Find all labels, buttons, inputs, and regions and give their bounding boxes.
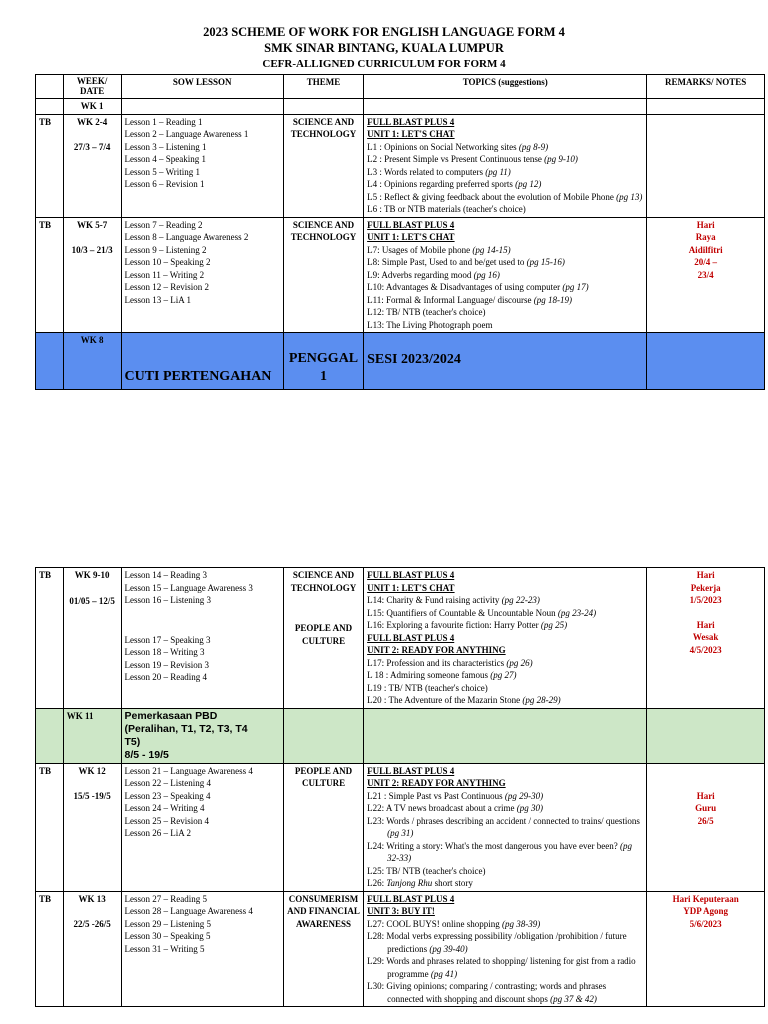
lesson-item: Lesson 15 – Language Awareness 3 [124, 582, 253, 593]
lessons-cell [121, 891, 283, 1007]
week-label: WK 13 [78, 893, 106, 904]
lesson-item: Lesson 22 – Listening 4 [124, 778, 211, 788]
unit-title: UNIT 1: LET'S CHAT [367, 582, 455, 593]
topics-cell [364, 568, 647, 709]
topic-item: L27: COOL BUYS! online shopping (pg 38-39) [367, 918, 541, 929]
remarks-cell [647, 114, 765, 217]
sesi-label: SESI 2023/2024 [364, 333, 647, 390]
lesson-item: Lesson 7 – Reading 2 [124, 219, 203, 230]
document-title: 2023 SCHEME OF WORK FOR ENGLISH LANGUAGE FORM 4 [203, 25, 565, 39]
tb-tag: TB [36, 114, 64, 217]
topic-item: L10: Advantages & Disadvantages of using computer (pg 17) [367, 282, 589, 292]
col-theme: THEME [283, 75, 363, 99]
theme-cell: CONSUMERISM AND FINANCIAL AWARENESS [283, 891, 363, 1007]
topic-item: L11: Formal & Informal Language/ discourse (pg 18-19) [367, 294, 572, 305]
book-title: FULL BLAST PLUS 4 [367, 219, 455, 230]
topic-item: L26: Tanjong Rhu short story [367, 878, 473, 888]
tb-tag: TB [36, 891, 64, 1007]
school-name: SMK SINAR BINTANG, KUALA LUMPUR [264, 41, 504, 55]
topic-item: L14: Charity & Fund raising activity (pg 22-23) [367, 595, 540, 605]
lesson-item: Lesson 9 – Listening 2 [124, 244, 207, 255]
week-label: WK 5-7 [77, 219, 108, 230]
week-cell [63, 217, 121, 333]
col-sow: SOW LESSON [121, 75, 283, 99]
topic-item: L9: Adverbs regarding mood (pg 16) [367, 269, 500, 280]
topic-item: L19 : TB/ NTB (teacher's choice) [367, 682, 488, 693]
lessons-cell [121, 217, 283, 333]
unit-title: UNIT 1: LET'S CHAT [367, 129, 455, 139]
tb-tag: TB [36, 763, 64, 891]
unit-title: UNIT 2: READY FOR ANYTHING [367, 778, 506, 788]
lesson-item: Lesson 20 – Reading 4 [124, 672, 207, 682]
lesson-item: Lesson 24 – Writing 4 [124, 803, 205, 813]
topics-cell [364, 891, 647, 1007]
row-wk13 [36, 891, 765, 1007]
document-header [0, 24, 768, 72]
week-cell [63, 114, 121, 217]
topic-item: L12: TB/ NTB (teacher's choice) [367, 307, 486, 317]
col-week: WEEK/ DATE [63, 75, 121, 99]
book-title: FULL BLAST PLUS 4 [367, 632, 455, 643]
lesson-item: Lesson 17 – Speaking 3 [124, 634, 211, 645]
topics-cell [364, 217, 647, 333]
week-label: WK 9-10 [74, 570, 110, 580]
topic-item: L15: Quantifiers of Countable & Uncountable Noun (pg 23-24) [367, 607, 597, 618]
lesson-item: Lesson 10 – Speaking 2 [124, 257, 211, 267]
lesson-item: Lesson 14 – Reading 3 [124, 570, 207, 580]
lesson-item: Lesson 16 – Listening 3 [124, 595, 211, 605]
row-wk5-7 [36, 217, 765, 333]
tb-tag: TB [36, 217, 64, 333]
topic-item: L13: The Living Photograph poem [367, 319, 493, 330]
col-remarks: REMARKS/ NOTES [647, 75, 765, 99]
week-date: 10/3 – 21/3 [71, 245, 113, 255]
lesson-item: Lesson 11 – Writing 2 [124, 269, 205, 280]
week-label: WK 2-4 [77, 116, 108, 127]
topic-item: L16: Exploring a favourite fiction: Harry Potter (pg 25) [367, 620, 568, 630]
topic-item: L25: TB/ NTB (teacher's choice) [367, 865, 486, 876]
topics-cell [364, 114, 647, 217]
row-wk8-holiday [36, 333, 765, 390]
week-label: WK 11 [63, 708, 121, 763]
lesson-item: Lesson 27 – Reading 5 [124, 893, 207, 904]
remarks-cell: Hari Keputeraan YDP Agong 5/6/2023 [647, 891, 765, 1007]
book-title: FULL BLAST PLUS 4 [367, 765, 455, 776]
topic-item: L22: A TV news broadcast about a crime (pg 30) [367, 803, 544, 813]
lesson-item: Lesson 19 – Revision 3 [124, 659, 209, 670]
remarks-cell: Hari Guru 26/5 [647, 763, 765, 891]
col-topics: TOPICS (suggestions) [364, 75, 647, 99]
week-date: 22/5 -26/5 [73, 919, 111, 929]
lesson-item: Lesson 3 – Listening 1 [124, 141, 207, 152]
cuti-label: CUTI PERTENGAHAN [121, 333, 283, 390]
remarks-cell: Hari Pekerja 1/5/2023 Hari Wesak 4/5/2023 [647, 568, 765, 709]
lesson-item: Lesson 2 – Language Awareness 1 [124, 129, 249, 139]
topic-item: L5 : Reflect & giving feedback about the evolution of Mobile Phone (pg 13) [367, 191, 643, 202]
lesson-item: Lesson 26 – LiA 2 [124, 828, 191, 838]
lesson-item: Lesson 30 – Speaking 5 [124, 931, 211, 941]
book-title: FULL BLAST PLUS 4 [367, 116, 455, 127]
remarks-cell: Hari Raya Aidilfitri 20/4 – 23/4 [647, 217, 765, 333]
lesson-item: Lesson 8 – Language Awareness 2 [124, 232, 249, 242]
topic-item: L28: Modal verbs expressing possibility /obligation /prohibition / future predictions (pg 39-40) [367, 931, 627, 954]
lesson-item: Lesson 4 – Speaking 1 [124, 154, 206, 164]
topic-item: L24: Writing a story: What's the most dangerous you have ever been? (pg 32-33) [367, 840, 632, 863]
theme-cell: SCIENCE AND TECHNOLOGY [283, 114, 363, 217]
lesson-item: Lesson 23 – Speaking 4 [124, 790, 211, 801]
week-label: WK 12 [78, 765, 106, 776]
lessons-cell [121, 568, 283, 709]
theme-a: SCIENCE AND TECHNOLOGY [290, 570, 357, 593]
topic-item: L 18 : Admiring someone famous (pg 27) [367, 670, 517, 680]
wk1-label: WK 1 [63, 99, 121, 115]
lesson-item: Lesson 12 – Revision 2 [124, 282, 209, 292]
lesson-item: Lesson 21 – Language Awareness 4 [124, 765, 253, 776]
wk1-row [36, 99, 765, 115]
lesson-item: Lesson 13 – LiA 1 [124, 294, 191, 305]
lesson-item: Lesson 6 – Revision 1 [124, 179, 205, 189]
lesson-item: Lesson 18 – Writing 3 [124, 647, 205, 657]
topic-item: L20 : The Adventure of the Mazarin Stone (pg 28-29) [367, 695, 561, 705]
topic-item: L1 : Opinions on Social Networking sites (pg 8-9) [367, 141, 549, 152]
pbd-cell: Pemerkasaan PBD (Peralihan, T1, T2, T3, T4 T5) 8/5 - 19/5 [121, 708, 283, 763]
week-date: 27/3 – 7/4 [73, 142, 111, 152]
topic-item: L8: Simple Past, Used to and be/get used to (pg 15-16) [367, 257, 565, 267]
lessons-cell [121, 114, 283, 217]
topic-item: L3 : Words related to computers (pg 11) [367, 166, 511, 177]
unit-title: UNIT 1: LET'S CHAT [367, 232, 455, 242]
week-label: WK 8 [63, 333, 121, 390]
week-cell [63, 891, 121, 1007]
topic-item: L6 : TB or NTB materials (teacher's choice) [367, 204, 526, 214]
theme-b: PEOPLE AND CULTURE [294, 623, 353, 646]
lesson-item: Lesson 28 – Language Awareness 4 [124, 906, 253, 916]
week-date: 01/05 – 12/5 [69, 595, 115, 606]
week-cell [63, 568, 121, 709]
lessons-cell [121, 763, 283, 891]
topic-item: L29: Words and phrases related to shopping/ listening for gist from a radio programme (pg 41) [367, 956, 636, 979]
theme-cell: SCIENCE AND TECHNOLOGY [283, 217, 363, 333]
book-title: FULL BLAST PLUS 4 [367, 570, 455, 580]
lesson-item: Lesson 25 – Revision 4 [124, 815, 209, 826]
lesson-item: Lesson 5 – Writing 1 [124, 166, 200, 177]
row-wk9-10 [36, 568, 765, 709]
tb-tag: TB [36, 568, 64, 709]
topic-item: L23: Words / phrases describing an accident / connected to trains/ questions (pg 31) [367, 815, 640, 838]
lesson-item: Lesson 31 – Writing 5 [124, 943, 205, 954]
week-date: 15/5 -19/5 [73, 791, 111, 801]
book-title: FULL BLAST PLUS 4 [367, 893, 455, 904]
sow-table-1 [35, 74, 765, 390]
topics-cell [364, 763, 647, 891]
row-wk2-4 [36, 114, 765, 217]
topic-item: L17: Profession and its characteristics (pg 26) [367, 657, 533, 668]
curriculum-name: CEFR-ALLIGNED CURRICULUM FOR FORM 4 [262, 58, 506, 70]
header-row [36, 75, 765, 99]
sow-table-2 [35, 567, 765, 1007]
penggal-label: PENGGAL 1 [283, 333, 363, 390]
theme-cell [283, 568, 363, 709]
lesson-item: Lesson 1 – Reading 1 [124, 116, 203, 127]
week-cell [63, 763, 121, 891]
topic-item: L21 : Simple Past vs Past Continuous (pg 29-30) [367, 790, 544, 801]
row-wk11-pbd [36, 708, 765, 763]
topic-item: L30: Giving opinions; comparing / contrasting; words and phrases connected with shopping and discount shops (pg 37 & 42) [367, 981, 607, 1004]
topic-item: L4 : Opinions regarding preferred sports (pg 12) [367, 179, 542, 189]
theme-cell: PEOPLE AND CULTURE [283, 763, 363, 891]
topic-item: L2 : Present Simple vs Present Continuous tense (pg 9-10) [367, 154, 578, 164]
unit-title: UNIT 2: READY FOR ANYTHING [367, 645, 506, 655]
unit-title: UNIT 3: BUY IT! [367, 906, 435, 916]
row-wk12 [36, 763, 765, 891]
topic-item: L7: Usages of Mobile phone (pg 14-15) [367, 244, 511, 255]
lesson-item: Lesson 29 – Listening 5 [124, 918, 211, 929]
